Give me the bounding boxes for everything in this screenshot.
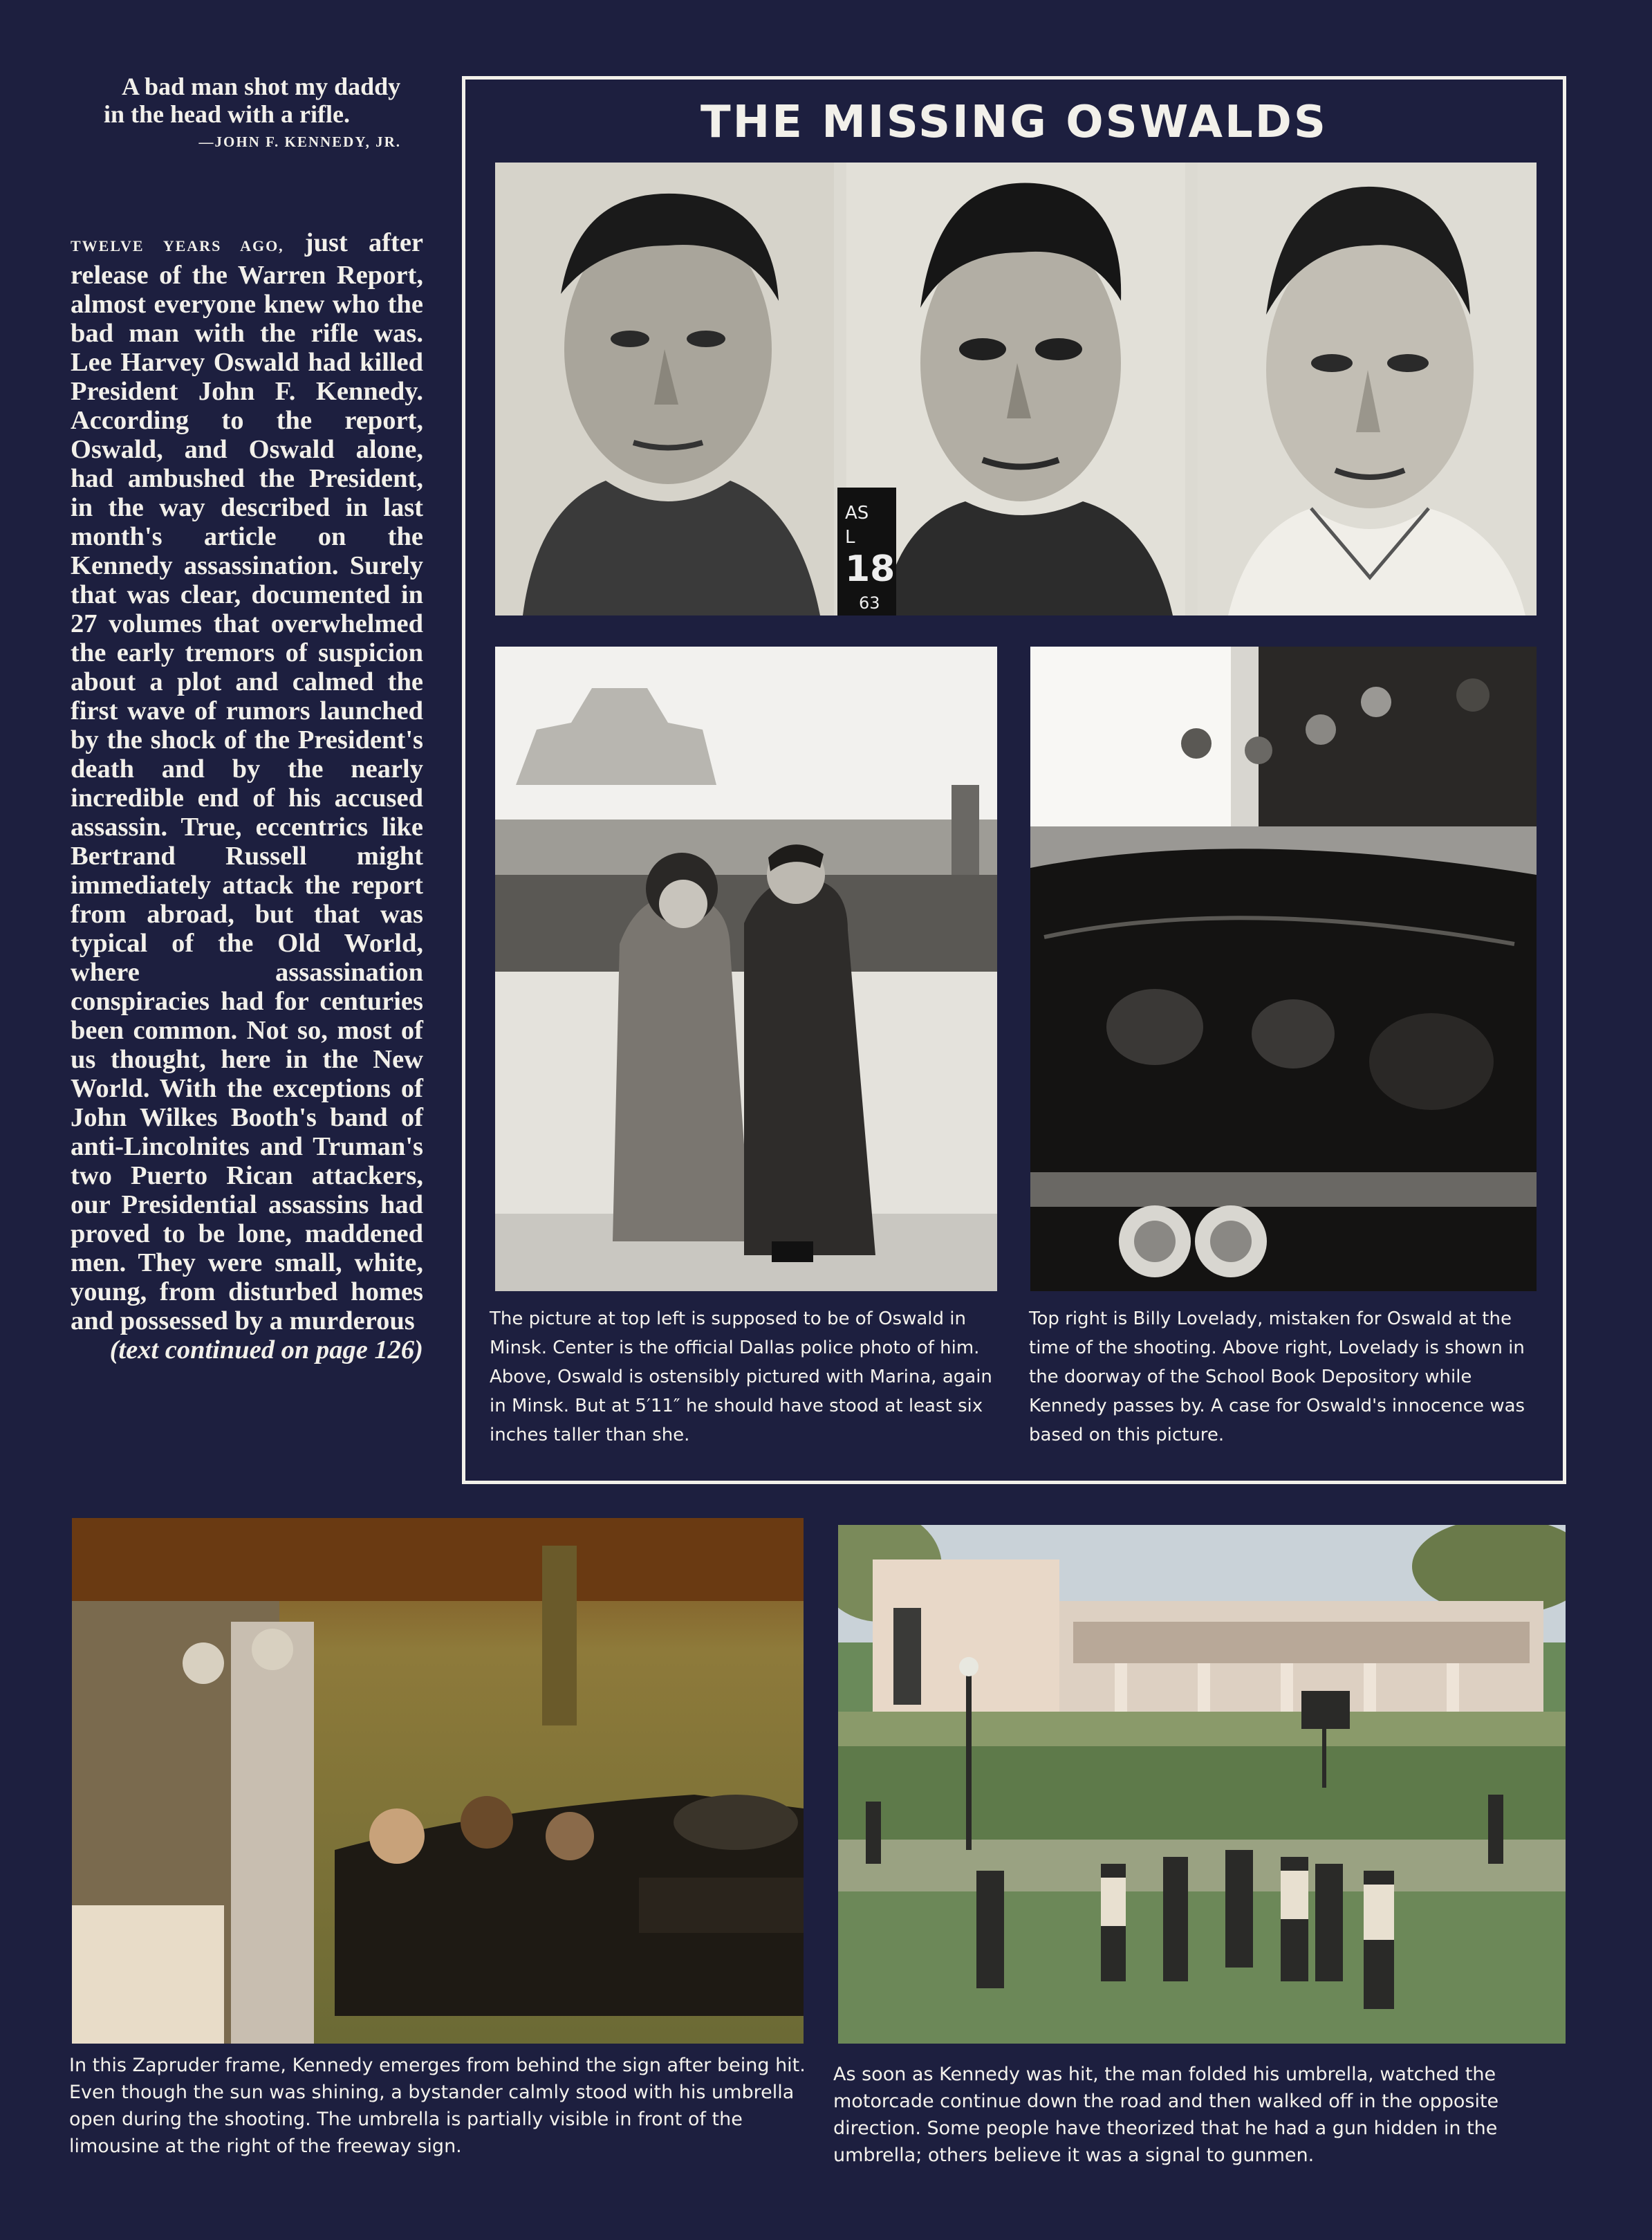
article-text: just after release of the Warren Report, almost everyone knew who the bad man with the rifle was. Lee Harvey Oswald had killed President John F. Kennedy. According to the report, Oswald, and Oswald alone, had ambushed the President, in the way described in last month's article on the Kennedy assassination. Surely that was clear, documented in 27 volumes that overwhelmed the early tremors of suspicion about a plot and calmed the first wave of rumors launched by the shock of the President's death and by the nearly incredible end of his accused assassin. True, eccentrics like Bertrand Russell might immediately attack the report from abroad, but that was typical of the Old World, where assassination conspiracies had for centuries been common. Not so, most of us thought, here in the New World. With the exceptions of John Wilkes Booth's band of anti-Lincolnites and Truman's two Puerto Rican attackers, our Presidential assassins had proved to be lone, maddened men. They were small, white, young, from disturbed homes and possessed by a murderous [71, 228, 424, 1335]
caption-lovelady: Top right is Billy Lovelady, mistaken for Oswald at the time of the shooting. Above right, Lovelady is shown in the doorway of the School Book Depository while Kennedy passes by. A case for Oswald's innocence was based on this picture. [1029, 1308, 1525, 1445]
epigraph-quote: A bad man shot my daddy in the head with a rifle. [104, 73, 401, 128]
caption-plaza: As soon as Kennedy was hit, the man folded his umbrella, watched the motorcade continue down the road and then walked off in the opposite direction. Some people have theorized that he had a gun hidden in the umbrella; others believe it was a signal to gunmen. [833, 2064, 1499, 2166]
mugshot-sign-line3: 18 [845, 548, 895, 590]
panel-title: THE MISSING OSWALDS [700, 97, 1328, 148]
mugshot-sign-line2: L [845, 527, 855, 548]
epigraph [104, 73, 401, 151]
portrait-lovelady [1198, 163, 1537, 615]
caption-minsk: The picture at top left is supposed to be of Oswald in Minsk. Center is the official Dallas police photo of him. Above, Oswald is ostensibly pictured with Marina, again in Minsk. But at 5′11″ he should have stood at least six inches taller than she. [490, 1308, 992, 1445]
portrait-oswald-dallas [837, 163, 1185, 615]
article-lead-in: TWELVE YEARS AGO, [71, 237, 284, 254]
mugshot-sign-line1: AS [845, 503, 869, 524]
article-column [71, 228, 423, 1364]
mugshot-strip [495, 163, 1537, 615]
photo-oswald-marina-minsk [495, 647, 997, 1291]
photo-lovelady-doorway [1030, 647, 1537, 1291]
epigraph-attribution: —JOHN F. KENNEDY, JR. [198, 133, 401, 150]
caption-zapruder: In this Zapruder frame, Kennedy emerges from behind the sign after being hit. Even though the sun was shining, a bystander calmly stood with his umbrella open during the shooting. The umbrella is partially visible in front of the limousine at the right of the freeway sign. [69, 2055, 806, 2157]
photo-dealey-plaza [838, 1525, 1566, 2044]
mugshot-sign-line4: 63 [859, 593, 880, 613]
photo-zapruder-frame [72, 1518, 804, 2044]
article-body [71, 228, 423, 1364]
continuation-note: (text continued on page 126) [109, 1335, 423, 1364]
portrait-oswald-minsk [495, 163, 834, 615]
